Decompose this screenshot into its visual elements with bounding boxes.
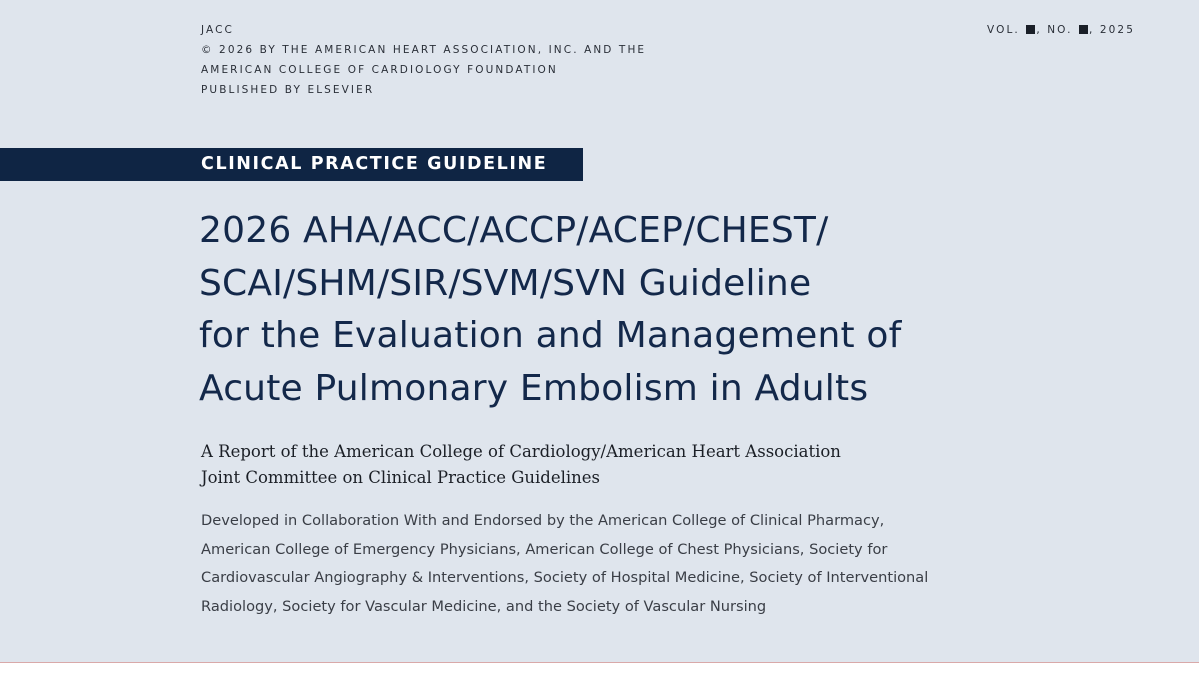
volume-info xyxy=(987,20,1135,40)
collaboration-statement xyxy=(201,507,928,621)
redacted-volume-square-icon xyxy=(1026,25,1035,34)
report-line: A Report of the American College of Cardiology/American Heart Association xyxy=(201,442,841,461)
title-line: 2026 AHA/ACC/ACCP/ACEP/CHEST/ xyxy=(199,210,829,251)
issue-label: , NO. xyxy=(1036,24,1073,36)
journal-name: JACC xyxy=(201,24,234,36)
journal-masthead xyxy=(201,20,646,100)
page-bottom-edge xyxy=(0,662,1199,680)
collaboration-line: Developed in Collaboration With and Endorsed by the American College of Clinical Pharmacy, xyxy=(201,512,885,529)
publisher-line: PUBLISHED BY ELSEVIER xyxy=(201,84,375,96)
redacted-issue-square-icon xyxy=(1079,25,1088,34)
report-line: Joint Committee on Clinical Practice Guidelines xyxy=(201,468,601,487)
copyright-line: AMERICAN COLLEGE OF CARDIOLOGY FOUNDATION xyxy=(201,64,558,76)
title-line: for the Evaluation and Management of xyxy=(199,315,902,356)
report-subtitle xyxy=(201,439,841,491)
collaboration-line: Radiology, Society for Vascular Medicine, and the Society of Vascular Nursing xyxy=(201,597,767,615)
volume-label: VOL. xyxy=(987,24,1020,36)
title-line: Acute Pulmonary Embolism in Adults xyxy=(199,367,869,409)
copyright-line: © 2026 BY THE AMERICAN HEART ASSOCIATION, INC. AND THE xyxy=(201,44,647,56)
article-title xyxy=(199,205,1159,415)
year-label: , 2025 xyxy=(1089,24,1135,36)
article-type-label: CLINICAL PRACTICE GUIDELINE xyxy=(201,154,548,174)
collaboration-line: Cardiovascular Angiography & Interventions, Society of Hospital Medicine, Society of Interventional xyxy=(201,569,929,586)
article-type-banner xyxy=(0,148,583,181)
collaboration-line: American College of Emergency Physicians, American College of Chest Physicians, Society for xyxy=(201,540,888,558)
title-line: SCAI/SHM/SIR/SVM/SVN Guideline xyxy=(199,262,812,304)
